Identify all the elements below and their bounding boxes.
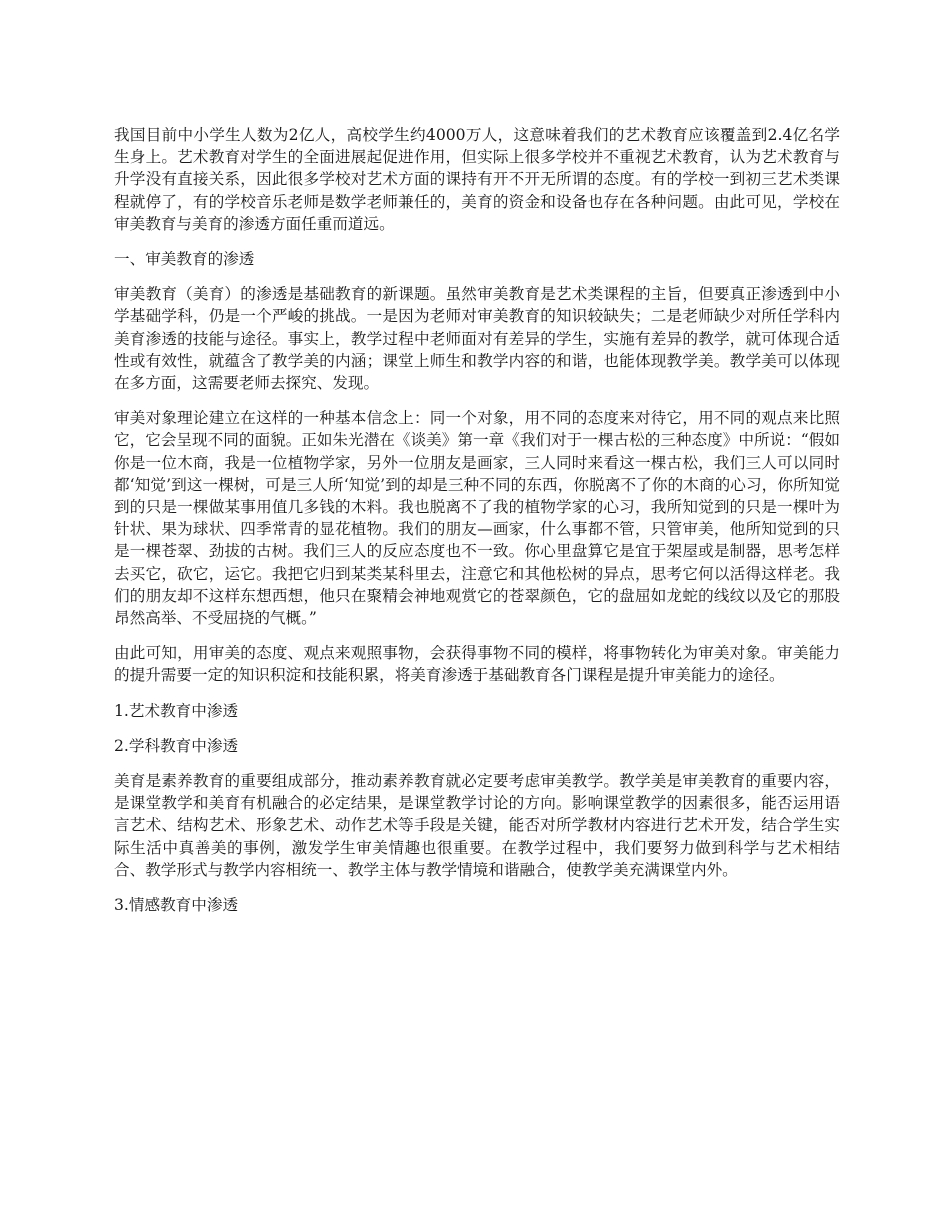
paragraph-aesthetic-object-theory: 审美对象理论建立在这样的一种基本信念上：同一个对象，用不同的态度来对待它，用不同的观点来比照它，它会呈现不同的面貌。正如朱光潜在《谈美》第一章《我们对于一棵古松的三种态度》中所说：“假如你是一位木商，我是一位植物学家，另外一位朋友是画家，三人同时来看这一棵古松，我们三人可以同时都‘知觉’到这一棵树，可是三人所‘知觉’到的却是三种不同的东西，你脱离不了你的木商的心习，你所知觉到的只是一棵做某事用值几多钱的木料。我也脱离不了我的植物学家的心习，我所知觉到的只是一棵叶为针状、果为球状、四季常青的显花植物。我们的朋友—画家，什么事都不管，只管审美，他所知觉到的只是一棵苍翠、劲拔的古树。我们三人的反应态度也不一致。你心里盘算它是宜于架屋或是制器，思考怎样去买它，砍它，运它。我把它归到某类某科里去，注意它和其他松树的异点，思考它何以活得这样老。我们的朋友却不这样东想西想，他只在聚精会神地观赏它的苍翠颜色，它的盘屈如龙蛇的线纹以及它的那股昂然高举、不受屈挠的气概。” xyxy=(114,409,840,628)
paragraph-aesthetic-penetration: 审美教育（美育）的渗透是基础教育的新课题。虽然审美教育是艺术类课程的主旨，但要真正渗透到中小学基础学科，仍是一个严峻的挑战。一是因为老师对审美教育的知识较缺失；二是老师缺少对所任学科内美育渗透的技能与途径。事实上，教学过程中老师面对有差异的学生，实施有差异的教学，就可体现合适性或有效性，就蕴含了教学美的内涵；课堂上师生和教学内容的和谐，也能体现教学美。教学美可以体现在多方面，这需要老师去探究、发现。 xyxy=(114,285,840,393)
paragraph-subject-education: 美育是素养教育的重要组成部分，推动素养教育就必定要考虑审美教学。教学美是审美教育的重要内容，是课堂教学和美育有机融合的必定结果，是课堂教学讨论的方向。影响课堂教学的因素很多，能否运用语言艺术、结构艺术、形象艺术、动作艺术等手段是关键，能否对所学教材内容进行艺术开发，结合学生实际生活中真善美的事例，激发学生审美情趣也很重要。在教学过程中，我们要努力做到科学与艺术相结合、教学形式与教学内容相统一、教学主体与教学情境和谐融合，使教学美充满课堂内外。 xyxy=(114,772,840,879)
subheading-art-education: 1.艺术教育中渗透 xyxy=(114,701,239,720)
section-heading-aesthetic-education: 一、审美教育的渗透 xyxy=(114,250,255,269)
paragraph-intro: 我国目前中小学生人数为2亿人，高校学生约4000万人，这意味着我们的艺术教育应该覆盖到2.4亿名学生身上。艺术教育对学生的全面进展起促进作用，但实际上很多学校并不重视艺术教育，认为艺术教育与升学没有直接关系，因此很多学校对艺术方面的课持有开不开无所谓的态度。有的学校一到初三艺术类课程就停了，有的学校音乐老师是数学老师兼任的，美育的资金和设备也存在各种问题。由此可见，学校在审美教育与美育的渗透方面任重而道远。 xyxy=(114,126,840,233)
subheading-emotional-education: 3.情感教育中渗透 xyxy=(114,896,239,915)
subheading-subject-education: 2.学科教育中渗透 xyxy=(114,736,239,755)
document-page xyxy=(114,124,840,929)
paragraph-conclusion: 由此可知，用审美的态度、观点来观照事物，会获得事物不同的模样，将事物转化为审美对象。审美能力的提升需要一定的知识积淀和技能积累，将美育渗透于基础教育各门课程是提升审美能力的途径。 xyxy=(114,644,840,685)
